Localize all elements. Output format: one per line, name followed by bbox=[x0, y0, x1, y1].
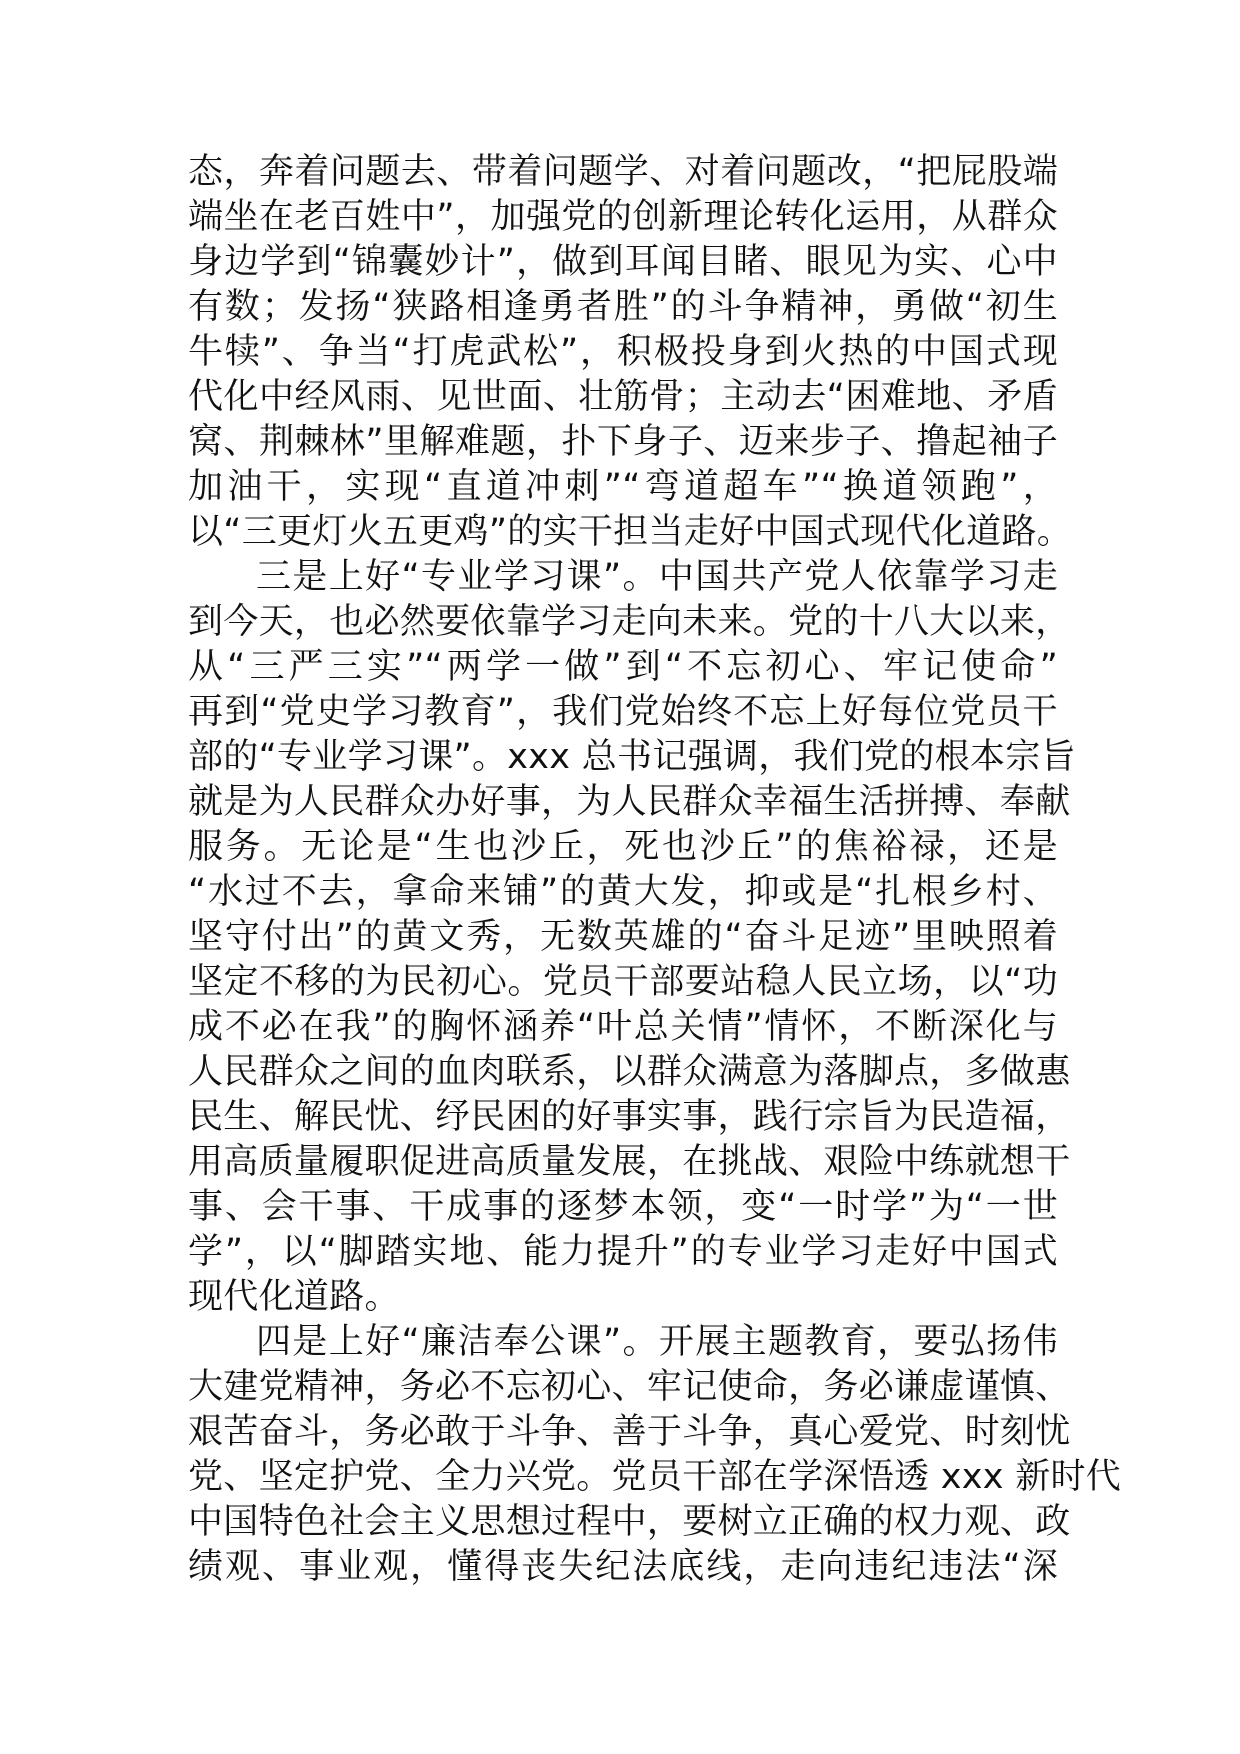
text-line: 民生、解民忧、纾民困的好事实事，践行宗旨为民造福， bbox=[188, 1097, 1071, 1137]
text-line: 艰苦奋斗，务必敢于斗争、善于斗争，真心爱党、时刻忧 bbox=[188, 1412, 1071, 1452]
text-line: 就是为人民群众办好事，为人民群众幸福生活拼搏、奉献 bbox=[188, 782, 1071, 822]
text-line: 绩观、事业观，懂得丧失纪法底线，走向违纪违法“深 bbox=[188, 1547, 1058, 1587]
text-line: 窝、荆棘林”里解难题，扑下身子、迈来步子、撸起袖子 bbox=[188, 422, 1058, 462]
text-line: 服务。无论是“生也沙丘，死也沙丘”的焦裕禄，还是 bbox=[188, 827, 1058, 867]
paragraph-end-line: 以“三更灯火五更鸡”的实干担当走好中国式现代化道路。 bbox=[188, 512, 1073, 552]
text-line: 大建党精神，务必不忘初心、牢记使命，务必谦虚谨慎、 bbox=[188, 1367, 1071, 1407]
text-line: 事、会干事、干成事的逐梦本领，变“一时学”为“一世 bbox=[188, 1187, 1058, 1227]
text-line: “水过不去，拿命来铺”的黄大发，抑或是“扎根乡村、 bbox=[188, 872, 1058, 912]
body-text bbox=[188, 150, 1122, 1590]
text-line: 成不必在我”的胸怀涵养“叶总关情”情怀，不断深化与 bbox=[188, 1007, 1058, 1047]
text-line: 人民群众之间的血肉联系，以群众满意为落脚点，多做惠 bbox=[188, 1052, 1071, 1092]
text-line: 党、坚定护党、全力兴党。党员干部在学深悟透 xxx 新时代 bbox=[188, 1457, 1122, 1497]
text-line: 用高质量履职促进高质量发展，在挑战、艰险中练就想干 bbox=[188, 1142, 1071, 1182]
text-line: 坚守付出”的黄文秀，无数英雄的“奋斗足迹”里映照着 bbox=[188, 917, 1058, 957]
text-line: 到今天，也必然要依靠学习走向未来。党的十八大以来， bbox=[188, 602, 1071, 642]
text-line: 端坐在老百姓中”，加强党的创新理论转化运用，从群众 bbox=[188, 197, 1058, 237]
text-line: 坚定不移的为民初心。党员干部要站稳人民立场，以“功 bbox=[188, 962, 1058, 1002]
text-line: 牛犊”、争当“打虎武松”，积极投身到火热的中国式现 bbox=[188, 332, 1058, 372]
text-line: 中国特色社会主义思想过程中，要树立正确的权力观、政 bbox=[188, 1502, 1071, 1542]
text-line: 再到“党史学习教育”，我们党始终不忘上好每位党员干 bbox=[188, 692, 1058, 732]
paragraph-start-line: 四是上好“廉洁奉公课”。开展主题教育，要弘扬伟 bbox=[256, 1322, 1058, 1362]
text-line: 加油干，实现“直道冲刺”“弯道超车”“换道领跑”， bbox=[188, 467, 1058, 507]
text-line: 有数；发扬“狭路相逢勇者胜”的斗争精神，勇做“初生 bbox=[188, 287, 1058, 327]
text-line: 从“三严三实”“两学一做”到“不忘初心、牢记使命” bbox=[188, 647, 1058, 687]
text-line: 学”，以“脚踏实地、能力提升”的专业学习走好中国式 bbox=[188, 1232, 1058, 1272]
paragraph-end-line: 现代化道路。 bbox=[188, 1277, 400, 1317]
text-line: 部的“专业学习课”。xxx 总书记强调，我们党的根本宗旨 bbox=[188, 737, 1076, 777]
paragraph-start-line: 三是上好“专业学习课”。中国共产党人依靠学习走 bbox=[256, 557, 1058, 597]
text-line: 态，奔着问题去、带着问题学、对着问题改，“把屁股端 bbox=[188, 152, 1058, 192]
text-line: 身边学到“锦囊妙计”，做到耳闻目睹、眼见为实、心中 bbox=[188, 242, 1058, 282]
text-line: 代化中经风雨、见世面、壮筋骨；主动去“困难地、矛盾 bbox=[188, 377, 1058, 417]
